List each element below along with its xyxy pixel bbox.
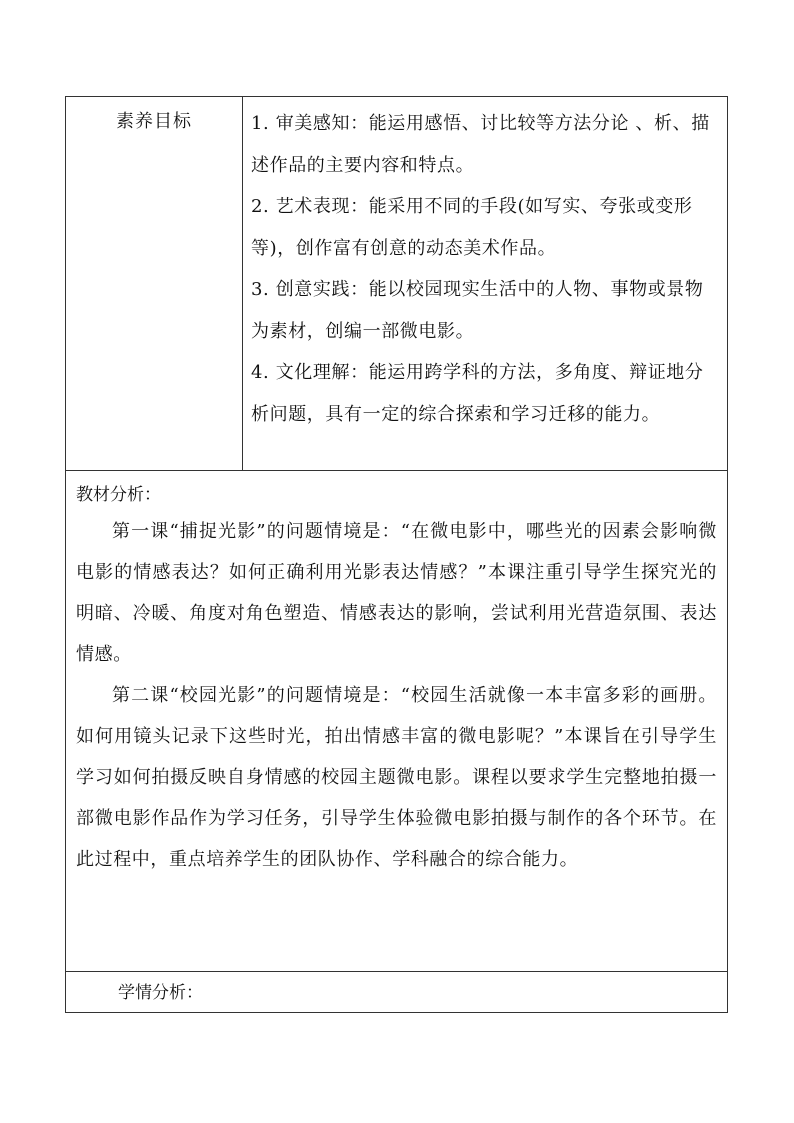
literacy-goals-content [243, 97, 727, 470]
literacy-goals-row [66, 97, 727, 471]
lesson-plan-table [65, 96, 728, 1013]
lesson-one-paragraph: 第一课“捕捉光影”的问题情境是：“在微电影中，哪些光的因素会影响微电影的情感表达？如何正确利用光影表达情感？”本课注重引导学生探究光的明暗、冷暖、角度对角色塑造、情感表达的影响，尝试利用光营造氛围、表达情感。 [76, 521, 717, 665]
literacy-goals-label: 素养目标 [66, 97, 243, 470]
goal-creative-practice: 3. 创意实践：能以校园现实生活中的人物、事物或景物为素材，创编一部微电影。 [251, 279, 704, 342]
goal-cultural-understanding: 4. 文化理解：能运用跨学科的方法，多角度、辩证地分析问题，具有一定的综合探索和学习迁移的能力。 [251, 362, 704, 425]
goal-aesthetic-perception: 1. 审美感知：能运用感悟、讨比较等方法分论 、析、描述作品的主要内容和特点。 [251, 113, 710, 176]
goal-artistic-expression: 2. 艺术表现：能采用不同的手段(如写实、夸张或变形等)，创作富有创意的动态美术作品。 [251, 196, 693, 259]
learner-analysis-row [66, 972, 727, 1012]
lesson-two-paragraph: 第二课“校园光影”的问题情境是：“校园生活就像一本丰富多彩的画册。如何用镜头记录下这些时光，拍出情感丰富的微电影呢？”本课旨在引导学生学习如何拍摄反映自身情感的校园主题微电影。课程以要求学生完整地拍摄一部微电影作品作为学习任务，引导学生体验微电影拍摄与制作的各个环节。在此过程中，重点培养学生的团队协作、学科融合的综合能力。 [76, 685, 717, 870]
learner-analysis-heading: 学情分析： [118, 983, 203, 1003]
material-analysis-heading: 教材分析： [76, 485, 161, 505]
material-analysis-row [66, 471, 727, 972]
